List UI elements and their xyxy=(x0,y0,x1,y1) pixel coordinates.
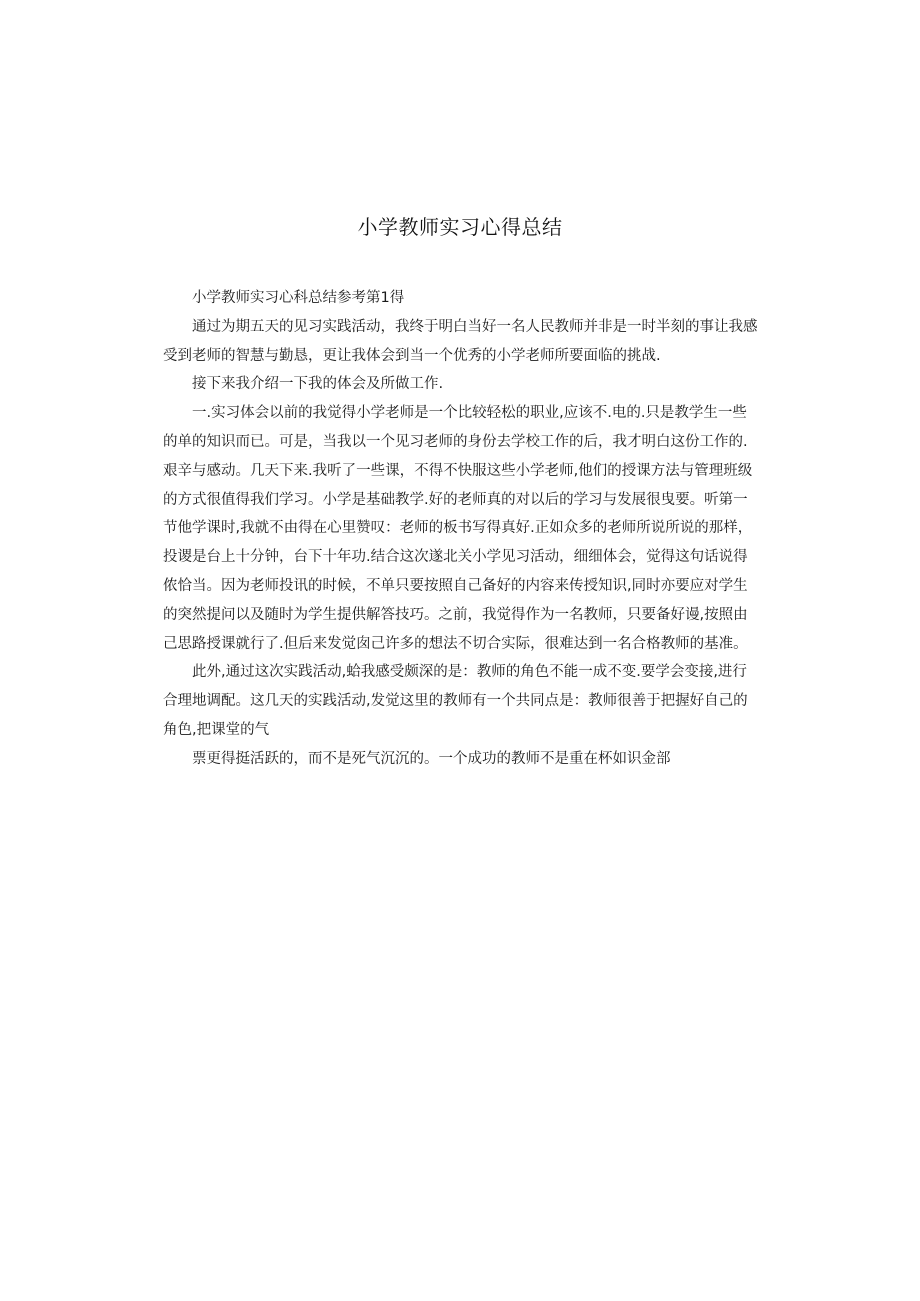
paragraph-experience: 一.实习体会以前的我觉得小学老师是一个比较轻松的职业,应该不.电的.只是教学生一些的单的知识而已。可是，当我以一个见习老师的身份去学校工作的后，我才明白这份工作的.艰辛与感动。几天下来.我听了一些课，不得不快服这些小学老师,他们的授课方法与管理班级的方式很值得我们学习。小学是基础教学.好的老师真的对以后的学习与发展很曳要。听第一节他学课时,我就不由得在心里赞叹：老师的板书写得真好.正如众多的老师所说所说的那样，投谡是台上十分钟，台下十年功.结合这次遂北关小学见习活动，细细体会，觉得这句话说得侬恰当。因为老师投讯的时候，不单只要按照自己备好的内容来传授知识,同时亦要应对学生的突然提问以及随时为学生提供解答技巧。之前，我觉得作为一名教师，只要备好谩,按照由己思路授课就行了.但后来发觉囱己许多的想法不切合实际，很难达到一名合格教师的基准。 xyxy=(163,405,753,652)
document-body xyxy=(163,284,760,774)
paragraph-subtitle: 小学教师实习心科总结参考第1得 xyxy=(192,290,405,306)
paragraph-transition: 接下来我介绍一下我的体会及所做工作. xyxy=(192,376,444,393)
document-title: 小学教师实习心得总结 xyxy=(357,215,563,239)
paragraph-role: 此外,通过这次实践活动,蛤我感受颇深的是：教师的角色不能一成不变.要学会变接,进行合理地调配。这几天的实践活动,发觉这里的教师有一个共同点是：教师很善于把握好自己的角色,把课堂的气 xyxy=(163,664,748,738)
paragraph-intro: 通过为期五天的见习实践活动，我终于明白当好一名人民教师并非是一时半刻的事让我感受到老师的智慧与勤恳，更让我体会到当一个优秀的小学老师所要面临的挑战. xyxy=(163,318,758,364)
paragraph-classroom: 票更得挺活跃的，而不是死气沉沉的。一个成功的教师不是重在杯如识金部 xyxy=(192,750,671,767)
